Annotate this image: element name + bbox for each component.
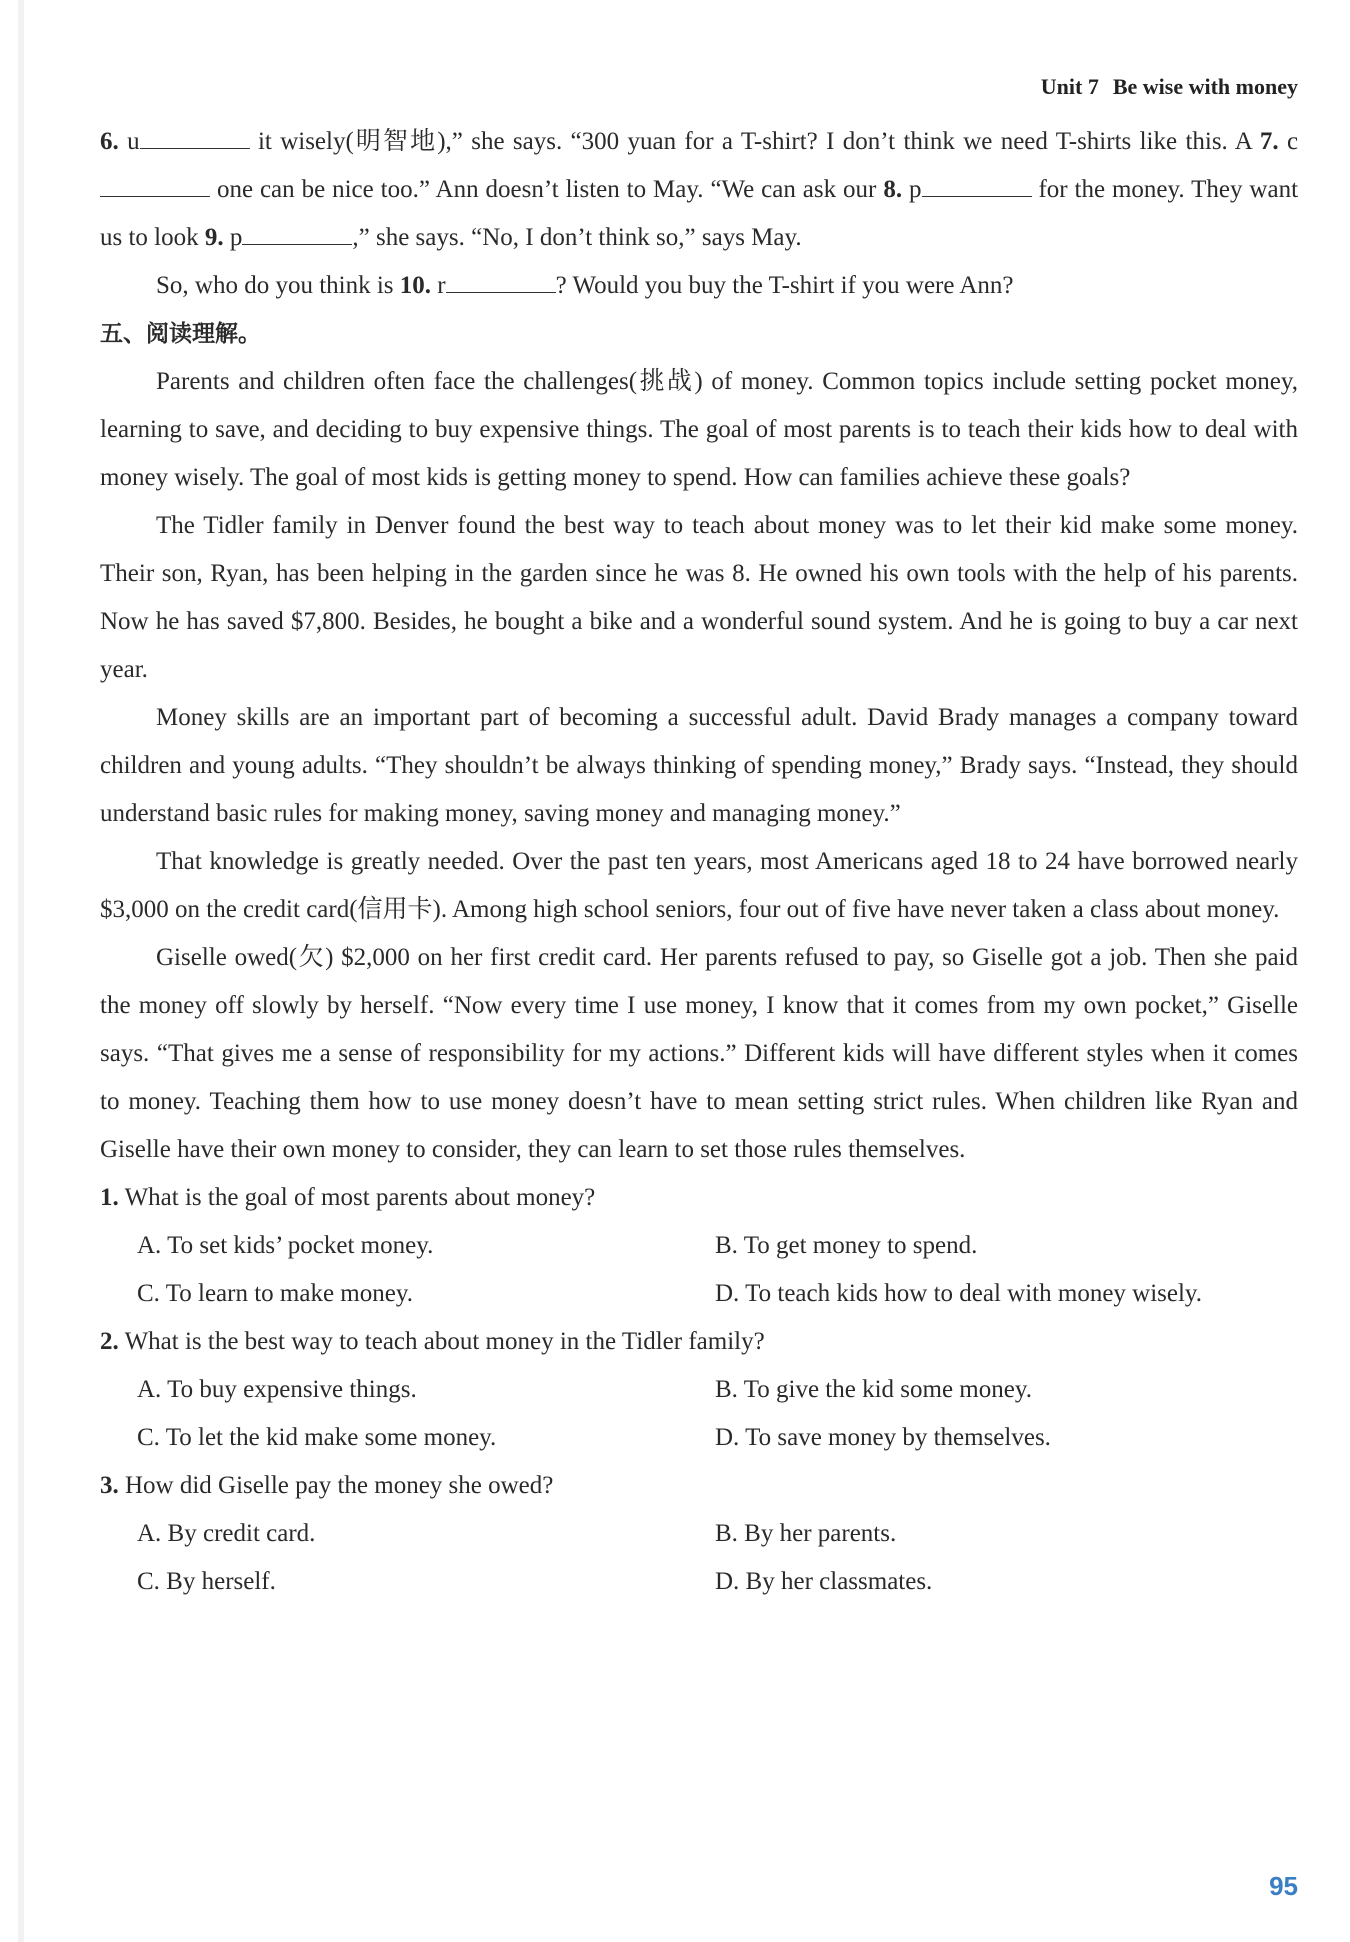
option-c[interactable]: C. To learn to make money. [137,1280,413,1307]
answer-options [100,1366,1298,1462]
cloze-paragraph-end [100,118,1298,262]
question-text: How did Giselle pay the money she owed? [125,1472,554,1499]
blank-10[interactable] [446,262,556,293]
option-a[interactable]: A. By credit card. [137,1520,316,1547]
blank-number-9: 9. [204,224,224,251]
passage-paragraph-2: The Tidler family in Denver found the best way to teach about money was to let their kid make some money. Their son, Ryan, has been helping in the garden since he was 8. He owned his own tools with the help of his parents. Now he has saved $7,800. Besides, he bought a bike and a wonderful sound system. And he is going to buy a car next year. [100,512,1298,683]
question-number: 2. [100,1328,119,1355]
blank-number-6: 6. [100,128,119,155]
header-unit: Unit 7 [1040,74,1099,99]
question-stem [100,1174,1298,1222]
question-2 [100,1318,1298,1462]
cloze-text-2: one can be nice too.” Ann doesn’t listen to May. “We can ask our [216,176,877,203]
question-stem [100,1462,1298,1510]
option-a[interactable]: A. To set kids’ pocket money. [137,1232,434,1259]
running-header [1041,74,1298,100]
cloze-text-3: for the money. They want us to look [100,176,1299,251]
cloze-text-5: So, who do you think is [156,272,394,299]
blank-6[interactable] [140,118,250,149]
blank-number-10: 10. [399,272,432,299]
option-b[interactable]: B. To give the kid some money. [715,1376,1032,1403]
cloze-text-4: ,” she says. “No, I don’t think so,” says May. [352,224,802,251]
question-number: 1. [100,1184,119,1211]
option-c[interactable]: C. To let the kid make some money. [137,1424,497,1451]
option-d[interactable]: D. To teach kids how to deal with money wisely. [715,1280,1203,1307]
question-stem [100,1318,1298,1366]
blank-7[interactable] [100,166,210,197]
cloze-text-1: it wisely(明智地),” she says. “300 yuan for a T-shirt? I don’t think we need T-shirts like this. A [257,128,1252,155]
blank-letter-7: c [1286,128,1299,155]
header-title: Be wise with money [1112,74,1298,99]
answer-options [100,1222,1298,1318]
passage-paragraph-3: Money skills are an important part of becoming a successful adult. David Brady manages a company toward children and young adults. “They shouldn’t be always thinking of spending money,” Brady says. “Instead, they should understand basic rules for making money, saving money and managing money.” [100,704,1298,827]
blank-letter-8: p [909,176,922,203]
page-number: 95 [1269,1871,1298,1901]
option-a[interactable]: A. To buy expensive things. [137,1376,417,1403]
passage-paragraph-4: That knowledge is greatly needed. Over the past ten years, most Americans aged 18 to 24 have borrowed nearly $3,000 on the credit card(信用卡). Among high school seniors, four out of five have never taken a class about money. [100,848,1298,923]
question-3 [100,1462,1298,1606]
passage-paragraph-5: Giselle owed(欠) $2,000 on her first credit card. Her parents refused to pay, so Giselle got a job. Then she paid the money off slowly by herself. “Now every time I use money, I know that it comes from my own pocket,” Giselle says. “That gives me a sense of responsibility for my actions.” Different kids will have different styles when it comes to money. Teaching them how to use money doesn’t have to mean setting strict rules. When children like Ryan and Giselle have their own money to consider, they can learn to set those rules themselves. [100,944,1298,1163]
question-text: What is the goal of most parents about money? [124,1184,596,1211]
blank-letter-10: r [437,272,446,299]
cloze-final-line [100,262,1298,310]
option-c[interactable]: C. By herself. [137,1568,276,1595]
option-d[interactable]: D. By her classmates. [715,1568,933,1595]
option-b[interactable]: B. By her parents. [715,1520,897,1547]
blank-letter-9: p [229,224,243,251]
passage-paragraph-1: Parents and children often face the challenges(挑战) of money. Common topics include setting pocket money, learning to save, and deciding to buy expensive things. The goal of most parents is to teach their kids how to deal with money wisely. The goal of most kids is getting money to spend. How can families achieve these goals? [100,368,1298,491]
blank-number-7: 7. [1259,128,1279,155]
answer-options [100,1510,1298,1606]
option-d[interactable]: D. To save money by themselves. [715,1424,1051,1451]
blank-letter-6: u [127,128,140,155]
question-text: What is the best way to teach about money in the Tidler family? [124,1328,765,1355]
blank-8[interactable] [922,166,1032,197]
cloze-text-6: ? Would you buy the T-shirt if you were Ann? [555,272,1014,299]
blank-number-8: 8. [883,176,903,203]
question-number: 3. [100,1472,119,1499]
option-b[interactable]: B. To get money to spend. [715,1232,978,1259]
section-title: 五、阅读理解。 [100,321,261,347]
content [100,118,1298,1606]
question-1 [100,1174,1298,1318]
blank-9[interactable] [242,214,352,245]
